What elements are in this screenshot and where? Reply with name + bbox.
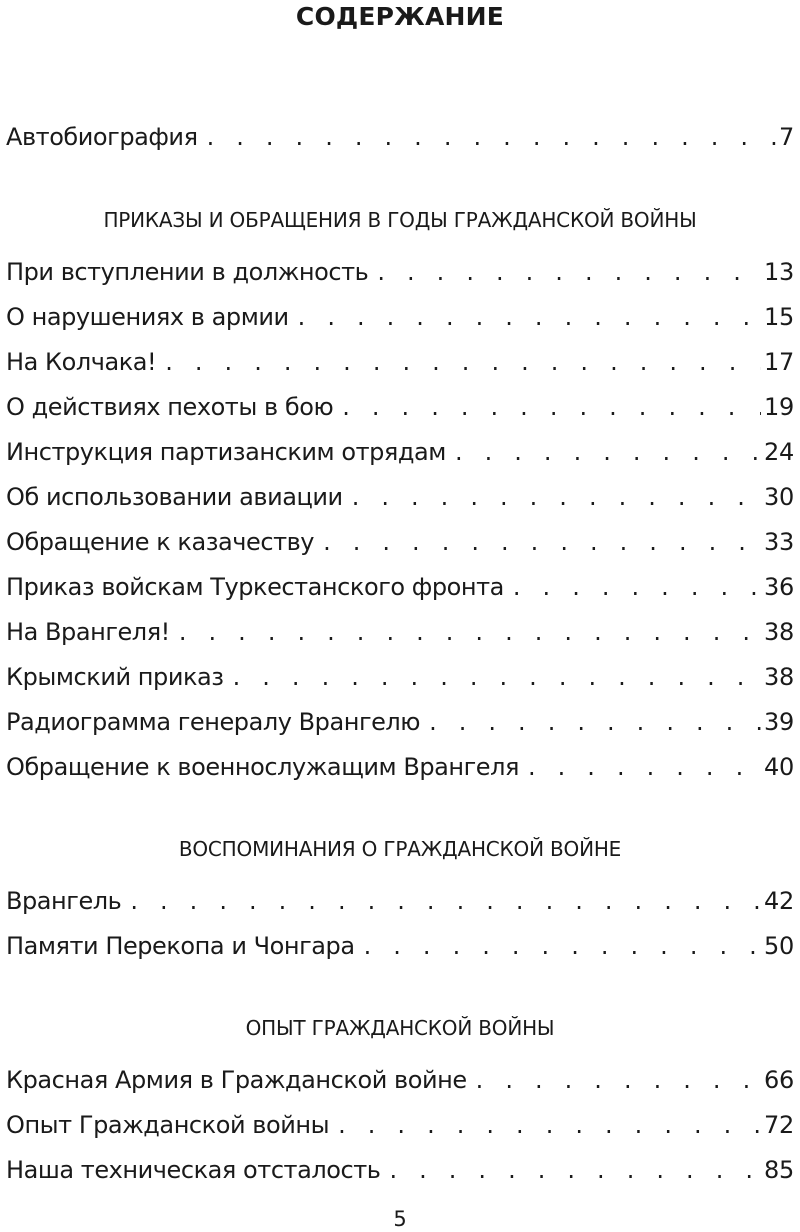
toc-entry-title: О действиях пехоты в бою bbox=[6, 393, 334, 421]
toc-entry[interactable] bbox=[6, 526, 794, 558]
dot-leader bbox=[528, 751, 761, 783]
toc-entry-page: 85 bbox=[764, 1156, 794, 1184]
toc-entry-page: 30 bbox=[764, 483, 794, 511]
dot-leader bbox=[455, 436, 761, 468]
dot-leader bbox=[429, 706, 761, 738]
toc-entry-title: Обращение к военнослужащим Врангеля bbox=[6, 753, 519, 781]
toc-entry-page: 38 bbox=[764, 663, 794, 691]
toc-entry-page: 17 bbox=[764, 348, 794, 376]
toc-entry-page: 24 bbox=[764, 438, 794, 466]
dot-leader bbox=[389, 1154, 761, 1186]
toc-entry[interactable] bbox=[6, 751, 794, 783]
toc-entry[interactable] bbox=[6, 661, 794, 693]
toc-entry[interactable] bbox=[6, 616, 794, 648]
toc-entry[interactable] bbox=[6, 256, 794, 288]
dot-leader bbox=[476, 1064, 761, 1096]
toc-entry[interactable] bbox=[6, 436, 794, 468]
dot-leader bbox=[323, 526, 761, 558]
toc-entry[interactable] bbox=[6, 1064, 794, 1096]
dot-leader bbox=[165, 346, 761, 378]
toc-entry-page: 42 bbox=[764, 887, 794, 915]
toc-entry[interactable] bbox=[6, 571, 794, 603]
page-title: СОДЕРЖАНИЕ bbox=[295, 2, 505, 31]
toc-entry-title: Об использовании авиации bbox=[6, 483, 343, 511]
toc-entry-page: 19 bbox=[764, 393, 794, 421]
toc-entry-page: 36 bbox=[764, 573, 794, 601]
toc-entry[interactable] bbox=[6, 391, 794, 423]
toc-entry-page: 13 bbox=[764, 258, 794, 286]
toc-entry-page: 7 bbox=[779, 123, 794, 151]
toc-entry-page: 72 bbox=[764, 1111, 794, 1139]
section-heading-orders: ПРИКАЗЫ И ОБРАЩЕНИЯ В ГОДЫ ГРАЖДАНСКОЙ ВОЙНЫ bbox=[103, 208, 697, 232]
toc-entry-autobiography[interactable] bbox=[6, 121, 794, 153]
toc-entry[interactable] bbox=[6, 346, 794, 378]
dot-leader bbox=[179, 616, 761, 648]
toc-entry-title: Врангель bbox=[6, 887, 122, 915]
dot-leader bbox=[233, 661, 761, 693]
dot-leader bbox=[513, 571, 761, 603]
section-heading-experience: ОПЫТ ГРАЖДАНСКОЙ ВОЙНЫ bbox=[245, 1016, 555, 1040]
toc-entry-page: 33 bbox=[764, 528, 794, 556]
dot-leader bbox=[352, 481, 761, 513]
toc-entry-title: Памяти Перекопа и Чонгара bbox=[6, 932, 355, 960]
toc-entry-title: На Врангеля! bbox=[6, 618, 170, 646]
toc-entry-title: На Колчака! bbox=[6, 348, 157, 376]
toc-entry[interactable] bbox=[6, 301, 794, 333]
toc-entry[interactable] bbox=[6, 930, 794, 962]
toc-entry-title: Обращение к казачеству bbox=[6, 528, 315, 556]
toc-entry-page: 15 bbox=[764, 303, 794, 331]
toc-entry-title: Опыт Гражданской войны bbox=[6, 1111, 330, 1139]
toc-entry[interactable] bbox=[6, 885, 794, 917]
toc-entry[interactable] bbox=[6, 706, 794, 738]
dot-leader bbox=[364, 930, 761, 962]
toc-entry-title: При вступлении в должность bbox=[6, 258, 369, 286]
toc-entry-page: 66 bbox=[764, 1066, 794, 1094]
toc-entry[interactable] bbox=[6, 1154, 794, 1186]
dot-leader bbox=[342, 391, 761, 423]
toc-entry-title: Приказ войскам Туркестанского фронта bbox=[6, 573, 504, 601]
toc-entry-page: 38 bbox=[764, 618, 794, 646]
dot-leader bbox=[207, 121, 776, 153]
dot-leader bbox=[338, 1109, 761, 1141]
dot-leader bbox=[130, 885, 761, 917]
toc-entry[interactable] bbox=[6, 1109, 794, 1141]
toc-entry-page: 50 bbox=[764, 932, 794, 960]
toc-entry-title: О нарушениях в армии bbox=[6, 303, 289, 331]
section-heading-memoirs: ВОСПОМИНАНИЯ О ГРАЖДАНСКОЙ ВОЙНЕ bbox=[178, 837, 622, 861]
toc-entry-title: Крымский приказ bbox=[6, 663, 224, 691]
toc-entry-page: 39 bbox=[764, 708, 794, 736]
toc-entry-title: Наша техническая отсталость bbox=[6, 1156, 381, 1184]
toc-entry-page: 40 bbox=[764, 753, 794, 781]
toc-entry-title: Автобиография bbox=[6, 123, 198, 151]
page-number: 5 bbox=[393, 1207, 407, 1231]
dot-leader bbox=[298, 301, 761, 333]
dot-leader bbox=[377, 256, 761, 288]
toc-entry-title: Инструкция партизанским отрядам bbox=[6, 438, 446, 466]
toc-entry[interactable] bbox=[6, 481, 794, 513]
toc-entry-title: Радиограмма генералу Врангелю bbox=[6, 708, 421, 736]
toc-entry-title: Красная Армия в Гражданской войне bbox=[6, 1066, 467, 1094]
